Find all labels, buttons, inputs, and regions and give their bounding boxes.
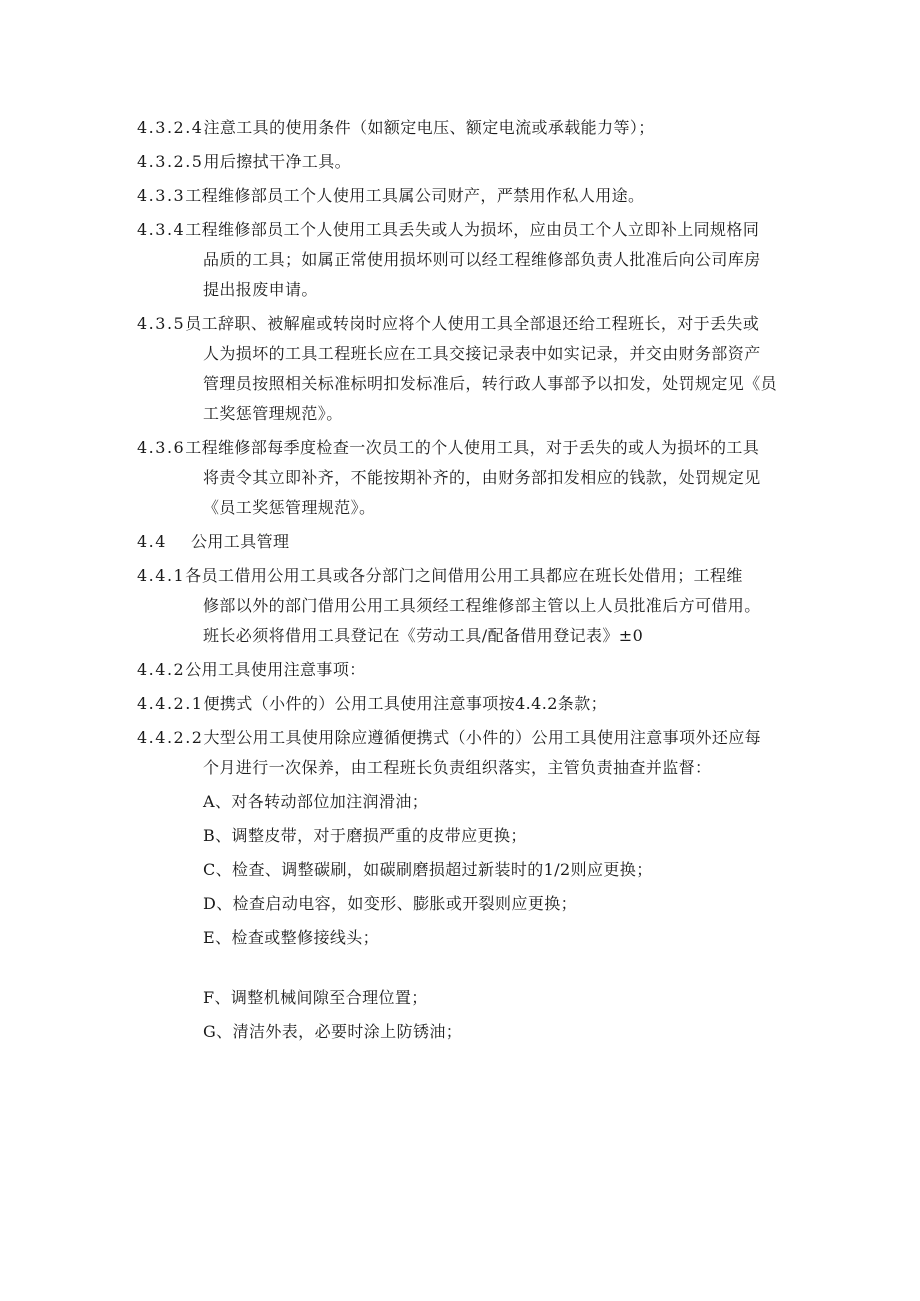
clause-text: 各员工借用公用工具或各分部门之间借用公用工具都应在班长处借用；工程维 bbox=[185, 566, 743, 585]
clause-continuation: 工奖惩管理规范》。 bbox=[203, 404, 343, 423]
clause-text: 便携式（小件的）公用工具使用注意事项按4.4.2条款； bbox=[203, 694, 607, 713]
clause-4-3-6 bbox=[137, 433, 797, 463]
clause-4-3-2-4 bbox=[137, 113, 797, 143]
list-item-f: F、调整机械间隙至合理位置； bbox=[203, 988, 428, 1007]
clause-text: 注意工具的使用条件（如额定电压、额定电流或承载能力等）； bbox=[203, 118, 655, 137]
clause-4-4-1 bbox=[137, 561, 797, 591]
clause-number: 4.4.1 bbox=[137, 566, 186, 585]
clause-4-3-2-5 bbox=[137, 147, 797, 177]
clause-4-4-2-2 bbox=[137, 723, 797, 753]
clause-continuation: 将责令其立即补齐，不能按期补齐的，由财务部扣发相应的钱款，处罚规定见 bbox=[203, 468, 761, 487]
section-title: 公用工具管理 bbox=[191, 532, 290, 551]
clause-number: 4.4.2.2 bbox=[137, 728, 204, 747]
section-heading-4-4 bbox=[137, 527, 797, 557]
clause-text: 工程维修部每季度检查一次员工的个人使用工具，对于丢失的或人为损坏的工具 bbox=[185, 438, 760, 457]
list-item-a: A、对各转动部位加注润滑油； bbox=[203, 792, 429, 811]
clause-continuation: 班长必须将借用工具登记在《劳动工具/配备借用登记表》±0 bbox=[203, 626, 644, 645]
clause-text: 公用工具使用注意事项： bbox=[185, 660, 366, 679]
clause-number: 4.3.3 bbox=[137, 186, 186, 205]
document-body bbox=[137, 113, 797, 1047]
clause-number: 4.3.5 bbox=[137, 314, 186, 333]
clause-4-3-3 bbox=[137, 181, 797, 211]
clause-text: 员工辞职、被解雇或转岗时应将个人使用工具全部退还给工程班长，对于丢失或 bbox=[185, 314, 760, 333]
clause-continuation: 修部以外的部门借用公用工具须经工程维修部主管以上人员批准后方可借用。 bbox=[203, 596, 761, 615]
clause-continuation: 提出报废申请。 bbox=[203, 280, 318, 299]
list-item-g: G、清洁外表，必要时涂上防锈油； bbox=[203, 1022, 463, 1041]
clause-number: 4.4.2.1 bbox=[137, 694, 204, 713]
clause-text: 用后擦拭干净工具。 bbox=[203, 152, 352, 171]
clause-4-3-5 bbox=[137, 309, 797, 339]
clause-4-4-2-1 bbox=[137, 689, 797, 719]
list-item-e: E、检查或整修接线头； bbox=[203, 928, 380, 947]
clause-number: 4.3.2.4 bbox=[137, 118, 204, 137]
clause-text: 工程维修部员工个人使用工具丢失或人为损坏，应由员工个人立即补上同规格同 bbox=[185, 220, 760, 239]
list-item-b: B、调整皮带，对于磨损严重的皮带应更换； bbox=[203, 826, 527, 845]
clause-number: 4.3.4 bbox=[137, 220, 186, 239]
clause-continuation: 品质的工具；如属正常使用损坏则可以经工程维修部负责人批准后向公司库房 bbox=[203, 250, 761, 269]
clause-number: 4.4.2 bbox=[137, 660, 186, 679]
clause-continuation: 人为损坏的工具工程班长应在工具交接记录表中如实记录，并交由财务部资产 bbox=[203, 344, 761, 363]
clause-continuation: 个月进行一次保养，由工程班长负责组织落实，主管负责抽查并监督： bbox=[203, 758, 712, 777]
clause-text: 大型公用工具使用除应遵循便携式（小件的）公用工具使用注意事项外还应每 bbox=[203, 728, 762, 747]
list-item-c: C、检查、调整碳刷，如碳刷磨损超过新装时的1/2则应更换； bbox=[203, 860, 653, 879]
clause-continuation: 管理员按照相关标准标明扣发标准后，转行政人事部予以扣发，处罚规定见《员 bbox=[203, 374, 778, 393]
clause-4-3-4 bbox=[137, 215, 797, 245]
section-number: 4.4 bbox=[137, 532, 167, 551]
clause-number: 4.3.6 bbox=[137, 438, 186, 457]
clause-text: 工程维修部员工个人使用工具属公司财产，严禁用作私人用途。 bbox=[185, 186, 645, 205]
list-item-d: D、检查启动电容，如变形、膨胀或开裂则应更换； bbox=[203, 894, 578, 913]
clause-number: 4.3.2.5 bbox=[137, 152, 204, 171]
clause-continuation: 《员工奖惩管理规范》。 bbox=[203, 498, 376, 517]
clause-4-4-2 bbox=[137, 655, 797, 685]
